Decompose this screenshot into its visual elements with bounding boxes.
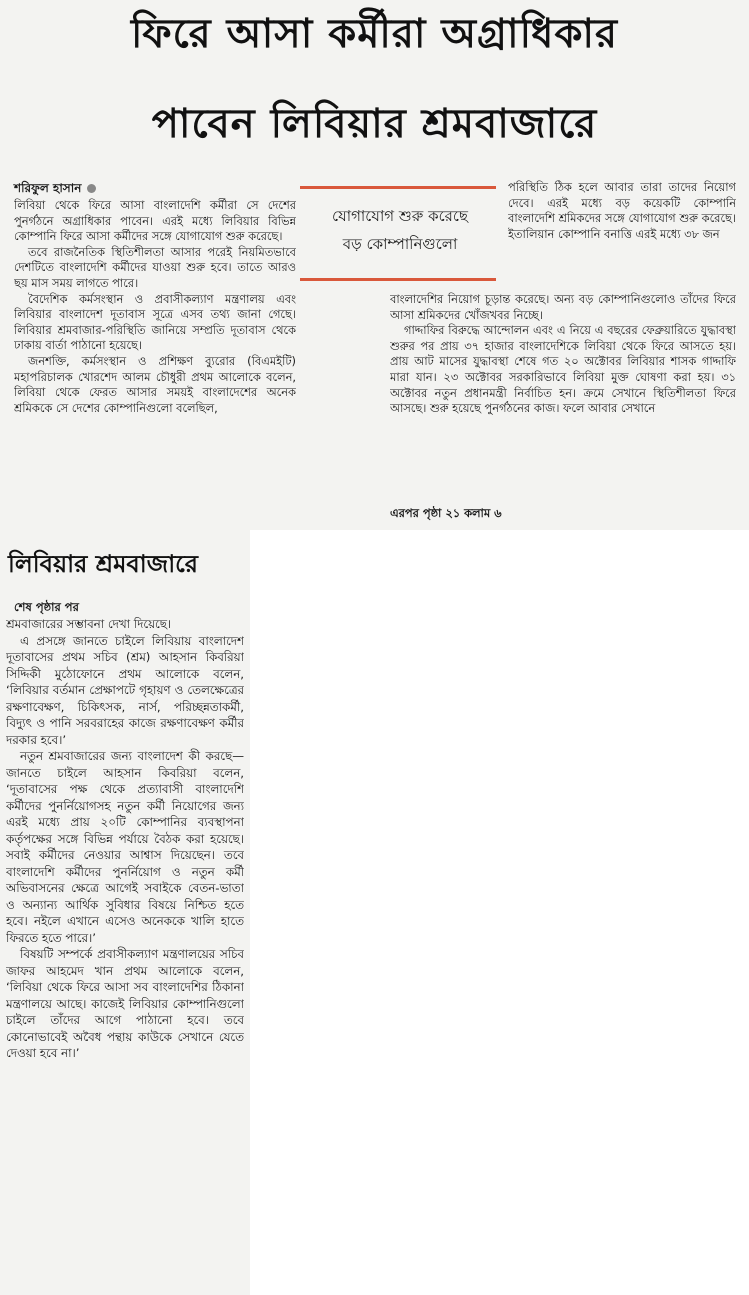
paragraph: তবে রাজনৈতিক স্থিতিশীলতা আসার পরেই নিয়মিতভাবে দেশটিতে বাংলাদেশি কর্মীদের যাওয়া শুরু হবে। তাতে আরও ছয় মাস সময় লাগতে পারে। <box>14 244 296 290</box>
paragraph: নতুন শ্রমবাজারের জন্য বাংলাদেশ কী করছে—জানতে চাইলে আহসান কিবরিয়া বলেন, ‘দূতাবাসের পক্ষ থেকে প্রত্যাবাসী বাংলাদেশি কর্মীদের পুনর্নিয়োগসহ নতুন কর্মী নিয়োগের জন্য এরই মধ্যে প্রায় ২০টি কোম্পানির ব্যবস্থাপনা কর্তৃপক্ষের সঙ্গে বিভিন্ন পর্যায়ে বৈঠক করা হয়েছে। সবাই কর্মীদের নেওয়ার আশ্বাস দিয়েছেন। তবে বাংলাদেশি কর্মীদের পুনর্নিয়োগ ও নতুন কর্মী অভিবাসনের ক্ষেত্রে আগেই সবাইকে বেতন-ভাতা ও অন্যান্য আর্থিক সুবিধার বিষয়ে নিশ্চিত হতে হবে। নইলে এখানে এসেও অনেককে খালি হাতে ফিরতে হতে পারে।’ <box>6 749 244 945</box>
headline-line-2: পাবেন লিবিয়ার শ্রমবাজারে <box>151 101 598 147</box>
article-column-2-top <box>508 180 736 288</box>
paragraph: পরিস্থিতি ঠিক হলে আবার তারা তাদের নিয়োগ দেবে। এরই মধ্যে বড় কয়েকটি কোম্পানি বাংলাদেশি শ্রমিকদের সঙ্গে যোগাযোগ শুরু করেছে। ইতালিয়ান কোম্পানি বনাত্তি এরই মধ্যে ৩৮ জন <box>508 180 736 241</box>
continuation-headline: লিবিয়ার শ্রমবাজারে <box>8 550 198 578</box>
paragraph: বৈদেশিক কর্মসংস্থান ও প্রবাসীকল্যাণ মন্ত্রণালয় এবং লিবিয়ার বাংলাদেশ দূতাবাস সূত্রে এসব তথ্য জানা গেছে। লিবিয়ার শ্রমবাজার-পরিস্থিতি জানিয়ে সম্প্রতি দূতাবাস থেকে ঢাকায় বার্তা পাঠানো হয়েছে। <box>14 291 296 353</box>
byline <box>14 180 96 196</box>
headline-line-1: ফিরে আসা কর্মীরা অগ্রাধিকার <box>130 11 619 57</box>
bullet-dot-icon <box>87 184 96 193</box>
paragraph: লিবিয়া থেকে ফিরে আসা বাংলাদেশি কর্মীরা সে দেশের পুনর্গঠনে অগ্রাধিকার পাবেন। এরই মধ্যে লিবিয়ার বিভিন্ন কোম্পানি ফিরে আসা কর্মীদের সঙ্গে যোগাযোগ শুরু করেছে। <box>14 198 296 244</box>
paragraph: জনশক্তি, কর্মসংস্থান ও প্রশিক্ষণ ব্যুরোর (বিএমইটি) মহাপরিচালক খোরশেদ আলম চৌধুরী প্রথম আলোকে বলেন, লিবিয়া থেকে ফেরত আসার সময়ই বাংলাদেশের অনেক শ্রমিককে সে দেশের কোম্পানিগুলো বলেছিল, <box>14 353 296 415</box>
article-column-1 <box>14 198 296 522</box>
paragraph: বিষয়টি সম্পর্কে প্রবাসীকল্যাণ মন্ত্রণালয়ের সচিব জাফর আহমেদ খান প্রথম আলোকে বলেন, ‘লিবিয়া থেকে ফিরে আসা সব বাংলাদেশির ঠিকানা মন্ত্রণালয়ে আছে। কাজেই লিবিয়ার কোম্পানিগুলো চাইলে তাঁদের আগে পাঠানো হবে। তবে কোনোভাবেই অবৈধ পন্থায় কাউকে সেখানে যেতে দেওয়া হবে না।’ <box>6 947 244 1060</box>
paragraph: বাংলাদেশির নিয়োগ চূড়ান্ত করেছে। অন্য বড় কোম্পানিগুলোও তাঁদের ফিরে আসা শ্রমিকদের খোঁজখবর নিচ্ছে। <box>390 292 736 322</box>
author-name: শরিফুল হাসান <box>14 181 82 195</box>
jump-line: এরপর পৃষ্ঠা ২১ কলাম ৬ <box>390 506 502 520</box>
pull-quote-line-1: যোগাযোগ শুরু করেছে <box>332 207 468 225</box>
pull-quote-line-2: বড় কোম্পানিগুলো <box>342 235 458 253</box>
continuation-column <box>6 616 244 1288</box>
continuation-subhead: শেষ পৃষ্ঠার পর <box>14 600 79 614</box>
pull-quote-bottom-rule <box>300 278 496 281</box>
article-column-2 <box>390 292 736 502</box>
pull-quote-top-rule <box>300 186 496 189</box>
paragraph: এ প্রসঙ্গে জানতে চাইলে লিবিয়ায় বাংলাদেশ দূতাবাসের প্রথম সচিব (শ্রম) আহসান কিবরিয়া সিদ্দিকী মুঠোফোনে প্রথম আলোকে বলেন, ‘লিবিয়ার বর্তমান প্রেক্ষাপটে গৃহায়ণ ও তেলক্ষেত্রের রক্ষণাবেক্ষণ, চিকিৎসক, নার্স, পরিচ্ছন্নতাকর্মী, বিদ্যুৎ ও পানি সরবরাহের কাজে রক্ষণাবেক্ষণ কর্মীর দরকার হবে।’ <box>6 633 244 747</box>
paragraph: শ্রমবাজারের সম্ভাবনা দেখা দিয়েছে। <box>6 617 172 631</box>
paragraph: গাদ্দাফির বিরুদ্ধে আন্দোলন এবং এ নিয়ে এ বছরের ফেব্রুয়ারিতে যুদ্ধাবস্থা শুরুর পর প্রায় ৩৭ হাজার বাংলাদেশিকে লিবিয়া থেকে ফিরে আসতে হয়। প্রায় আট মাসের যুদ্ধাবস্থা শেষে গত ২০ অক্টোবর লিবিয়ার শাসক গাদ্দাফি মারা যান। ২৩ অক্টোবর সরকারিভাবে লিবিয়া মুক্ত ঘোষণা করা হয়। ৩১ অক্টোবর নতুন প্রধানমন্ত্রী নির্বাচিত হন। ক্রমে সেখানে স্থিতিশীলতা ফিরে আসছে। শুরু হয়েছে পুনর্গঠনের কাজ। ফলে আবার সেখানে <box>390 323 736 416</box>
